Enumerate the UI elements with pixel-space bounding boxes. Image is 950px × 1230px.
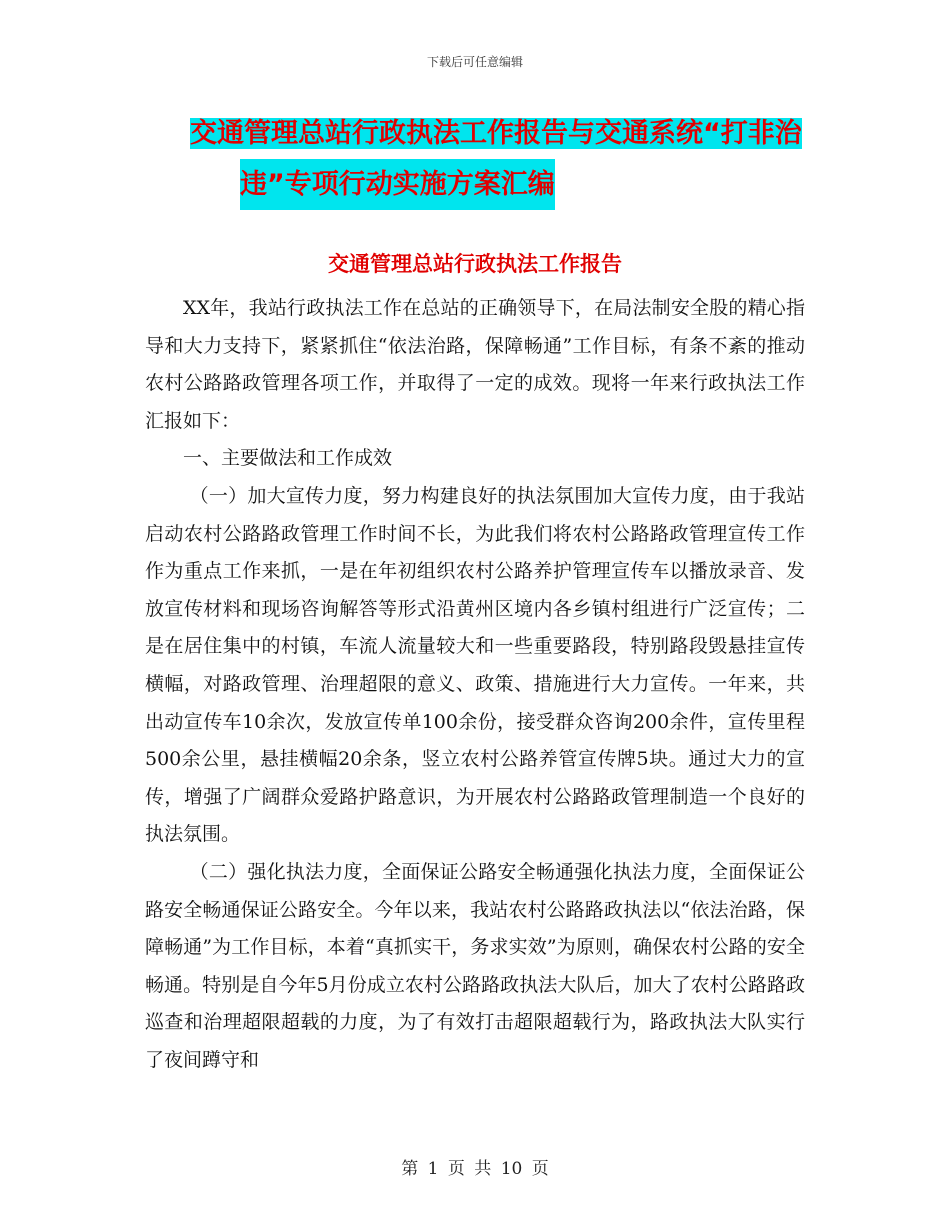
section-title: 交通管理总站行政执法工作报告 — [328, 252, 622, 276]
title-line-2: 违”专项行动实施方案汇编 — [240, 159, 555, 210]
document-body — [145, 290, 805, 1079]
section-heading: 一、主要做法和工作成效 — [183, 447, 393, 470]
page-footer: 第 1 页 共 10 页 — [401, 1159, 549, 1179]
paragraph: （二）强化执法力度，全面保证公路安全畅通强化执法力度，全面保证公路安全畅通保证公路安全。今年以来，我站农村公路路政执法以“依法治路，保障畅通”为工作目标，本着“真抓实干，务求实效”为原则，确保农村公路的安全畅通。特别是自今年5月份成立农村公路路政执法大队后，加大了农村公路路政巡查和治理超限超载的力度，为了有效打击超限超载行为，路政执法大队实行了夜间蹲守和 — [145, 860, 805, 1071]
paragraph: XX年，我站行政执法工作在总站的正确领导下，在局法制安全股的精心指导和大力支持下，紧紧抓住“依法治路，保障畅通”工作目标，有条不紊的推动农村公路路政管理各项工作，并取得了一定的成效。现将一年来行政执法工作汇报如下： — [145, 297, 805, 432]
paragraph: （一）加大宣传力度，努力构建良好的执法氛围加大宣传力度，由于我站启动农村公路路政管理工作时间不长，为此我们将农村公路路政管理宣传工作作为重点工作来抓，一是在年初组织农村公路养护管理宣传车以播放录音、发放宣传材料和现场咨询解答等形式沿黄州区境内各乡镇村组进行广泛宣传；二是在居住集中的村镇，车流人流量较大和一些重要路段，特别路段毁悬挂宣传横幅，对路政管理、治理超限的意义、政策、措施进行大力宣传。一年来，共出动宣传车10余次，发放宣传单100余份，接受群众咨询200余件，宣传里程500余公里，悬挂横幅20余条，竖立农村公路养管宣传牌5块。通过大力的宣传，增强了广阔群众爱路护路意识，为开展农村公路路政管理制造一个良好的执法氛围。 — [145, 484, 805, 846]
document-title — [190, 108, 810, 210]
page-header: 下载后可任意编辑 — [426, 55, 523, 69]
title-line-1: 交通管理总站行政执法工作报告与交通系统“打非治 — [190, 118, 802, 149]
